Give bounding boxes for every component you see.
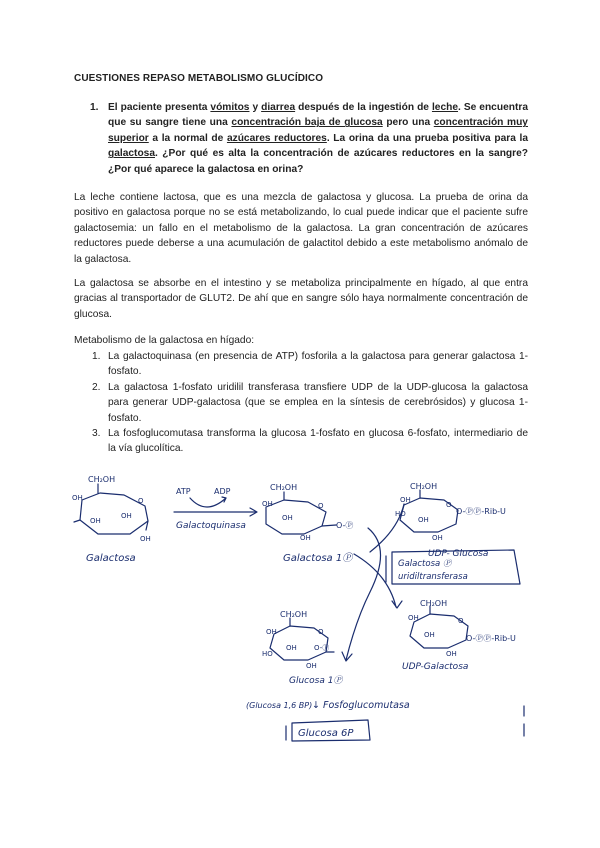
- o-p-label: O-Ⓟ: [336, 521, 354, 530]
- ch2oh-label: CH₂OH: [410, 482, 438, 491]
- q-part: pero una: [382, 117, 434, 129]
- metabolism-heading: Metabolismo de la galactosa en hígado:: [74, 335, 255, 346]
- udp-galactosa-ring: [402, 599, 516, 672]
- galactosa-ring: [72, 475, 151, 564]
- q-part: después de la ingestión de: [295, 102, 432, 113]
- oh-label: OH: [424, 631, 435, 639]
- oh-label: OH: [140, 535, 151, 543]
- q-part: . La orina da una prueba positiva para la: [326, 132, 528, 144]
- glucosa-1p-ring: [262, 610, 344, 686]
- q-part: El paciente presenta: [108, 102, 211, 113]
- question-number: 1.: [90, 102, 99, 113]
- ho-label: HO: [262, 650, 273, 658]
- o-p-label: O-Ⓟ: [314, 644, 330, 652]
- transferasa-label-1: Galactosa Ⓟ: [398, 559, 452, 569]
- q-underlined: concentración baja de glucosa: [231, 117, 383, 129]
- arrowhead: [392, 601, 402, 608]
- o-label: O: [318, 628, 324, 636]
- oh-label: OH: [121, 512, 132, 520]
- oh-label: OH: [282, 514, 293, 522]
- udp-galactosa-chain: O-ⓅⓅ-Rib-U: [466, 634, 516, 643]
- q-part: . ¿Por qué es alta la concentración de azúcares reductores en la sangre? ¿Por qué aparece la galactosa en orina?: [108, 148, 528, 175]
- q-underlined: concentración muy superior: [108, 117, 528, 144]
- udp-glucosa-ring: [395, 482, 506, 559]
- galactosa-1p-ring: [262, 483, 354, 564]
- glucosa-1p-label: Glucosa 1Ⓟ: [289, 676, 343, 686]
- o-label: O: [446, 501, 452, 509]
- step-number: 1.: [92, 351, 101, 362]
- oh-label: OH: [446, 650, 457, 658]
- answer-paragraph-1: La leche contiene lactosa, que es una mezcla de galactosa y glucosa. La prueba de orina da positivo en galactosa porque no se está metabolizando, lo cual puede indicar que el paciente sufre galactosemia: un fallo en el metabolismo de la galactosa. La gran concentración de azúcares reductores puede deberse a una acumulación de galactitol debido a este metabolismo anómalo de la galactosa.: [74, 192, 528, 265]
- udp-galactosa-label: UDP-Galactosa: [402, 662, 469, 672]
- o-label: O: [458, 617, 464, 625]
- q-part: a la normal de: [148, 132, 227, 144]
- page-title: CUESTIONES REPASO METABOLISMO GLUCÍDICO: [74, 73, 324, 84]
- oh-label: OH: [286, 644, 297, 652]
- oh-label: OH: [262, 500, 273, 508]
- oh-label: OH: [90, 517, 101, 525]
- adp-label: ADP: [214, 487, 231, 496]
- fosfoglucomutasa-label: ↓ Fosfoglucomutasa: [312, 700, 410, 711]
- oh-label: OH: [300, 534, 311, 542]
- galactosa-label: Galactosa: [86, 553, 136, 564]
- step-number: 3.: [92, 428, 101, 440]
- o-label: O: [138, 497, 144, 505]
- oh-label: OH: [306, 662, 317, 670]
- q-underlined: azúcares reductores: [226, 132, 327, 144]
- q-underlined: leche: [431, 102, 459, 113]
- q-part: y: [249, 102, 262, 113]
- ch2oh-label: CH₂OH: [270, 483, 298, 492]
- q-underlined: galactosa: [108, 148, 155, 160]
- ho-label: HO: [395, 510, 406, 518]
- fosfoglucomutasa-step: [246, 700, 410, 741]
- q-underlined: diarrea: [261, 102, 296, 113]
- oh-label: OH: [72, 494, 83, 502]
- glucosa-16bp-label: (Glucosa 1,6 BP): [246, 701, 313, 710]
- step-text: La galactosa 1-fosfato uridilil transferasa transfiere UDP de la UDP-glucosa la galactosa para generar UDP-galactosa (que se emplea en la síntesis de cerebrósidos) y glucosa 1-fosfato.: [108, 381, 528, 424]
- oh-label: OH: [266, 628, 277, 636]
- q-part: . Se encuentra que su sangre tiene una: [108, 102, 528, 129]
- galactoquinasa-label: Galactoquinasa: [176, 521, 246, 531]
- answer-paragraph-2: La galactosa se absorbe en el intestino y se metaboliza principalmente en hígado, al que entra gracias al transportador de GLUT2. De ahí que en sangre sólo haya normalmente concentración de glucosa.: [74, 278, 528, 320]
- atp-label: ATP: [176, 487, 191, 496]
- glucosa-6p-label: Glucosa 6P: [298, 728, 354, 739]
- galactoquinasa-step: [174, 487, 257, 531]
- ch2oh-label: CH₂OH: [88, 475, 116, 484]
- ch2oh-label: CH₂OH: [280, 610, 308, 619]
- oh-label: OH: [400, 496, 411, 504]
- oh-label: OH: [408, 614, 419, 622]
- step-text: La galactoquinasa (en presencia de ATP) fosforila a la galactosa para generar galactosa 1-fosfato.: [108, 351, 528, 378]
- ch2oh-label: CH₂OH: [420, 599, 448, 608]
- oh-label: OH: [432, 534, 443, 542]
- udp-glucosa-label: UDP- Glucosa: [428, 549, 489, 559]
- step-text: La fosfoglucomutasa transforma la glucosa 1-fosfato en glucosa 6-fosfato, intermediario de la vía glucolítica.: [108, 428, 528, 455]
- udp-glucosa-chain: O-ⓅⓅ-Rib-U: [456, 507, 506, 516]
- o-label: O: [318, 502, 324, 510]
- q-underlined: vómitos: [210, 102, 250, 113]
- step-number: 2.: [92, 381, 101, 393]
- oh-label: OH: [418, 516, 429, 524]
- transferasa-label-2: uridiltransferasa: [398, 572, 468, 582]
- galactosa-1p-label: Galactosa 1Ⓟ: [283, 553, 353, 564]
